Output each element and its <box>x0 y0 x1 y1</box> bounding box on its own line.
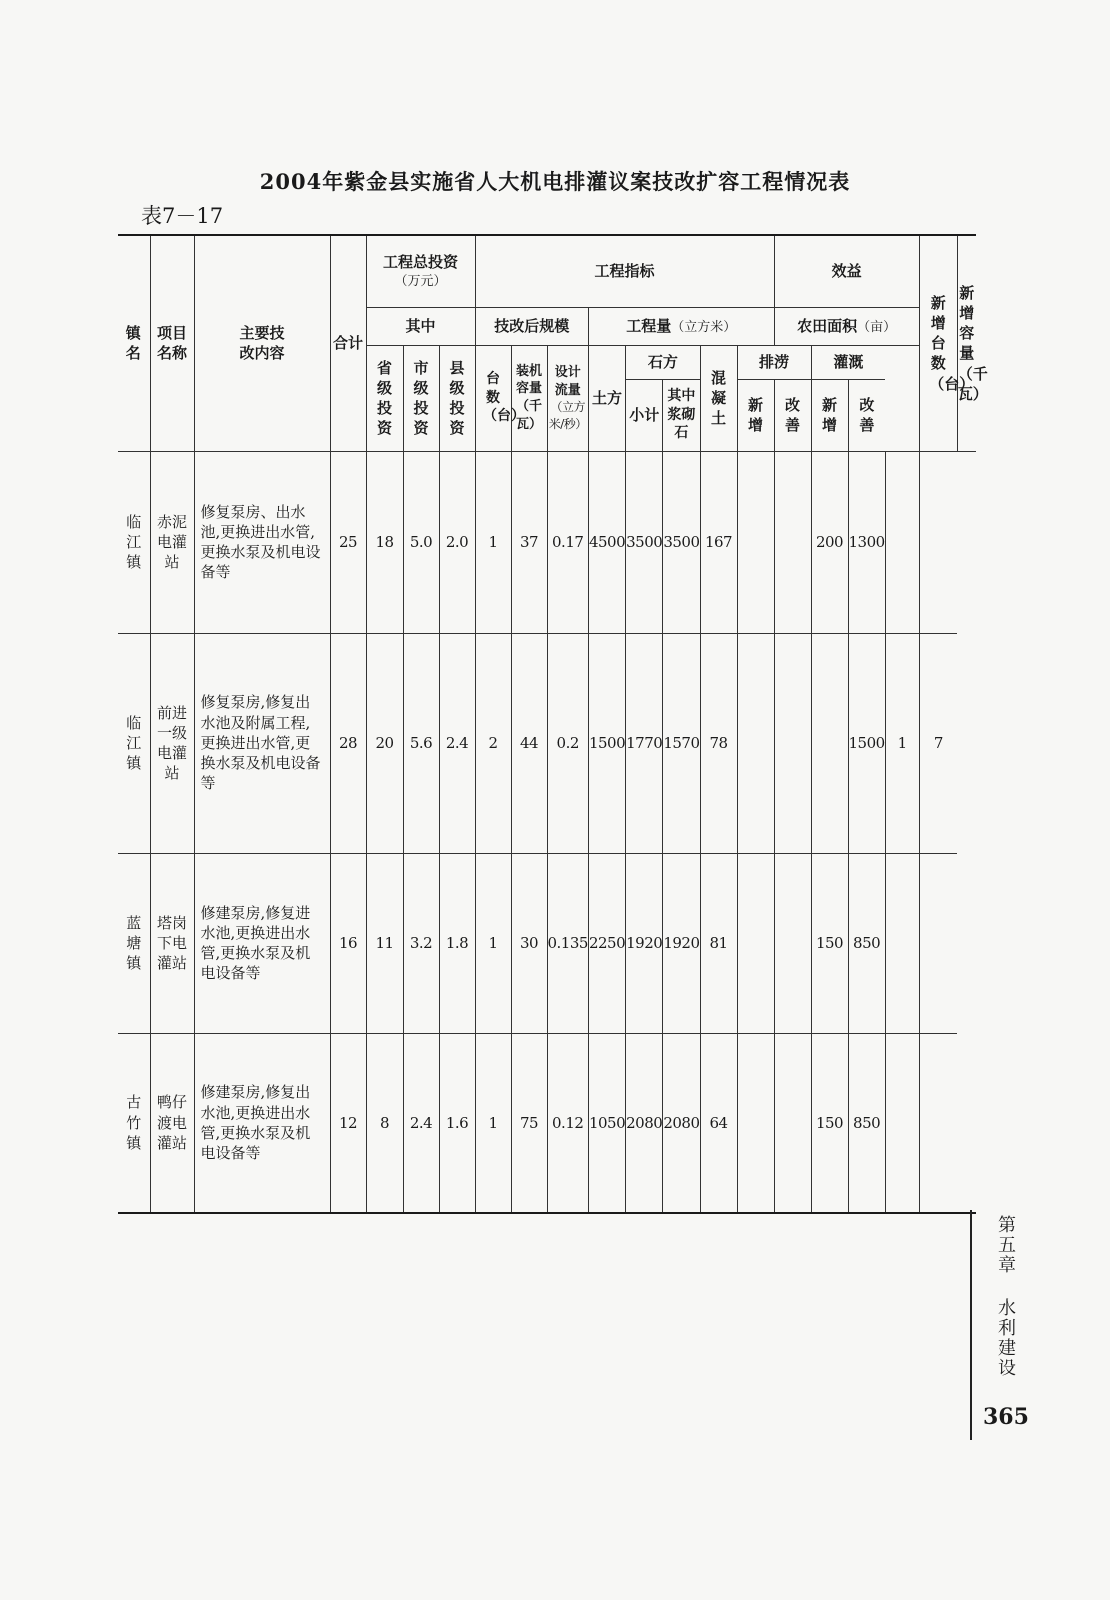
project-cell: 赤泥电灌站 <box>150 451 194 633</box>
header-irr-improve: 改善 <box>848 379 885 451</box>
header-drain-new: 新增 <box>737 379 774 451</box>
earth-cell: 1500 <box>588 633 625 853</box>
header-drainage: 排涝 <box>737 345 811 379</box>
capacity-cell: 75 <box>511 1033 547 1213</box>
content-cell: 修复泵房、出水池,更换进出水管,更换水泵及机电设备等 <box>194 451 330 633</box>
city-cell: 2.4 <box>403 1033 439 1213</box>
flow-cell: 0.135 <box>547 853 588 1033</box>
header-earth: 土方 <box>588 345 625 451</box>
irr-improve-cell: 850 <box>848 1033 885 1213</box>
masonry-cell: 2080 <box>663 1033 700 1213</box>
capacity-cell: 30 <box>511 853 547 1033</box>
irr-new-cell: 200 <box>811 451 848 633</box>
header-project: 项目名称 <box>150 235 194 451</box>
content-cell: 修建泵房,修复进水池,更换进出水管,更换水泵及机电设备等 <box>194 853 330 1033</box>
table-title: 2004年紫金县实施省人大机电排灌议案技改扩容工程情况表 <box>259 169 851 194</box>
header-drain-improve: 改善 <box>774 379 811 451</box>
new-units-cell: 1 <box>885 633 919 853</box>
flow-cell: 0.2 <box>547 633 588 853</box>
table-row <box>118 1033 976 1213</box>
stone-subtotal-cell: 1920 <box>626 853 663 1033</box>
concrete-cell: 64 <box>700 1033 737 1213</box>
header-content: 主要技改内容 <box>194 235 330 451</box>
city-cell: 5.6 <box>403 633 439 853</box>
city-cell: 5.0 <box>403 451 439 633</box>
project-cell: 前进一级电灌站 <box>150 633 194 853</box>
irr-improve-cell: 1300 <box>848 451 885 633</box>
total-cell: 16 <box>330 853 366 1033</box>
stone-subtotal-cell: 1770 <box>626 633 663 853</box>
header-irr-new: 新增 <box>811 379 848 451</box>
drain-improve-cell <box>774 451 811 633</box>
masonry-cell: 1570 <box>663 633 700 853</box>
header-among: 其中 <box>366 307 475 345</box>
content-cell: 修复泵房,修复出水池及附属工程,更换进出水管,更换水泵及机电设备等 <box>194 633 330 853</box>
irr-improve-cell: 850 <box>848 853 885 1033</box>
masonry-cell: 3500 <box>663 451 700 633</box>
header-capacity: 装机容量（千瓦） <box>511 345 547 451</box>
masonry-cell: 1920 <box>663 853 700 1033</box>
header-farmland: 农田面积（亩） <box>774 307 919 345</box>
drain-improve-cell <box>774 853 811 1033</box>
town-cell: 古竹镇 <box>118 1033 150 1213</box>
units-cell: 1 <box>475 451 511 633</box>
project-table <box>118 234 988 1214</box>
flow-cell: 0.17 <box>547 451 588 633</box>
concrete-cell: 78 <box>700 633 737 853</box>
new-capacity-cell <box>919 451 957 633</box>
irr-new-cell: 150 <box>811 853 848 1033</box>
header-investment: 工程总投资 （万元） <box>366 235 475 307</box>
drain-new-cell <box>737 451 774 633</box>
new-capacity-cell <box>919 853 957 1033</box>
header-subtotal: 小计 <box>626 379 663 451</box>
stone-subtotal-cell: 3500 <box>626 451 663 633</box>
new-capacity-cell <box>919 1033 957 1213</box>
town-cell: 临江镇 <box>118 633 150 853</box>
header-city: 市级投资 <box>403 345 439 451</box>
new-units-cell <box>885 451 919 633</box>
total-cell: 12 <box>330 1033 366 1213</box>
prov-cell: 20 <box>366 633 403 853</box>
header-new-capacity: 新增容量（千瓦） <box>957 235 976 451</box>
header-scale: 技改后规模 <box>475 307 588 345</box>
new-capacity-cell: 7 <box>919 633 957 853</box>
header-concrete: 混凝土 <box>700 345 737 451</box>
margin-rule <box>970 1210 972 1440</box>
project-cell: 鸭仔渡电灌站 <box>150 1033 194 1213</box>
concrete-cell: 81 <box>700 853 737 1033</box>
header-quantity: 工程量（立方米） <box>588 307 774 345</box>
prov-cell: 8 <box>366 1033 403 1213</box>
table-row <box>118 853 976 1033</box>
units-cell: 1 <box>475 853 511 1033</box>
header-masonry: 其中浆砌石 <box>663 379 700 451</box>
drain-improve-cell <box>774 633 811 853</box>
total-cell: 28 <box>330 633 366 853</box>
prov-cell: 18 <box>366 451 403 633</box>
capacity-cell: 37 <box>511 451 547 633</box>
header-stone: 石方 <box>626 345 700 379</box>
header-county: 县级投资 <box>439 345 475 451</box>
drain-new-cell <box>737 853 774 1033</box>
capacity-cell: 44 <box>511 633 547 853</box>
new-units-cell <box>885 853 919 1033</box>
header-indicators: 工程指标 <box>475 235 774 307</box>
irr-improve-cell: 1500 <box>848 633 885 853</box>
stone-subtotal-cell: 2080 <box>626 1033 663 1213</box>
table-row <box>118 451 976 633</box>
county-cell: 1.6 <box>439 1033 475 1213</box>
earth-cell: 1050 <box>588 1033 625 1213</box>
table-row <box>118 633 976 853</box>
earth-cell: 2250 <box>588 853 625 1033</box>
earth-cell: 4500 <box>588 451 625 633</box>
project-cell: 塔岗下电灌站 <box>150 853 194 1033</box>
header-prov: 省级投资 <box>366 345 403 451</box>
header-flow: 设计流量 （立方米/秒） <box>547 345 588 451</box>
drain-new-cell <box>737 1033 774 1213</box>
drain-improve-cell <box>774 1033 811 1213</box>
town-cell: 蓝塘镇 <box>118 853 150 1033</box>
town-cell: 临江镇 <box>118 451 150 633</box>
header-irrigation: 灌溉 <box>811 345 885 379</box>
flow-cell: 0.12 <box>547 1033 588 1213</box>
chapter-label: 第五章 水利建设 <box>995 1215 1016 1378</box>
total-cell: 25 <box>330 451 366 633</box>
new-units-cell <box>885 1033 919 1213</box>
header-benefit: 效益 <box>774 235 919 307</box>
header-new-units: 新增台数（台） <box>919 235 957 451</box>
content-cell: 修建泵房,修复出水池,更换进出水管,更换水泵及机电设备等 <box>194 1033 330 1213</box>
header-town: 镇名 <box>118 235 150 451</box>
drain-new-cell <box>737 633 774 853</box>
header-units: 台数（台） <box>475 345 511 451</box>
county-cell: 2.4 <box>439 633 475 853</box>
units-cell: 1 <box>475 1033 511 1213</box>
page-number: 365 <box>983 1404 1029 1430</box>
city-cell: 3.2 <box>403 853 439 1033</box>
county-cell: 1.8 <box>439 853 475 1033</box>
county-cell: 2.0 <box>439 451 475 633</box>
concrete-cell: 167 <box>700 451 737 633</box>
irr-new-cell: 150 <box>811 1033 848 1213</box>
table-number: 表7－17 <box>141 204 224 228</box>
prov-cell: 11 <box>366 853 403 1033</box>
units-cell: 2 <box>475 633 511 853</box>
header-total: 合计 <box>330 235 366 451</box>
irr-new-cell <box>811 633 848 853</box>
